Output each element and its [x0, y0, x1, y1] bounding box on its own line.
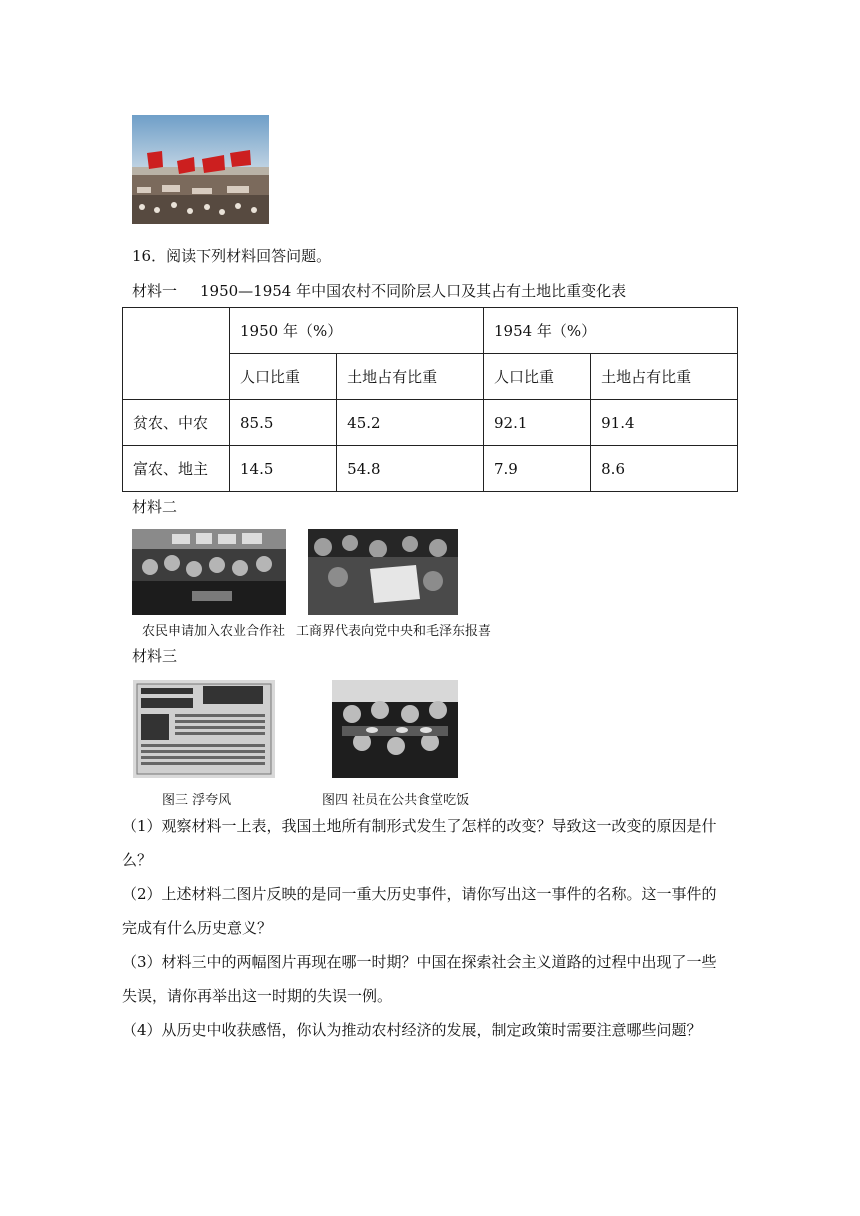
communal-canteen-photo — [332, 680, 458, 778]
material1-title: 1950—1954 年中国农村不同阶层人口及其占有土地比重变化表 — [200, 282, 627, 300]
land-ownership-table — [122, 307, 738, 492]
material3-caption-1: 图三 浮夸风 — [162, 793, 232, 808]
row-label: 贫农、中农 — [123, 400, 230, 446]
table-cell: 85.5 — [230, 400, 337, 446]
year-header-1950: 1950 年（%） — [230, 308, 484, 354]
row-label: 富农、地主 — [123, 446, 230, 492]
table-cell: 91.4 — [591, 400, 738, 446]
sub-question-2-cont: 完成有什么历史意义？ — [122, 919, 273, 937]
table-cell: 92.1 — [483, 400, 590, 446]
table-cell: 54.8 — [337, 446, 484, 492]
business-representatives-photo — [308, 529, 458, 615]
table-row — [123, 446, 738, 492]
material3-label: 材料三 — [132, 647, 178, 665]
sub-question-2: （2）上述材料二图片反映的是同一重大历史事件，请你写出这一事件的名称。这一事件的 — [122, 885, 717, 903]
sub-question-1: （1）观察材料一上表，我国土地所有制形式发生了怎样的改变？导致这一改变的原因是什 — [122, 817, 717, 835]
material2-caption-2: 工商界代表向党中央和毛泽东报喜 — [296, 624, 492, 639]
table-row — [123, 400, 738, 446]
year-header-1954: 1954 年（%） — [483, 308, 737, 354]
sub-question-1-cont: 么？ — [122, 851, 153, 869]
sub-question-4: （4）从历史中收获感悟，你认为推动农村经济的发展，制定政策时需要注意哪些问题？ — [122, 1021, 702, 1039]
sub-question-3: （3）材料三中的两幅图片再现在哪一时期？中国在探索社会主义道路的过程中出现了一些 — [122, 953, 717, 971]
sub-header: 土地占有比重 — [591, 354, 738, 400]
farmers-cooperative-photo — [132, 529, 286, 615]
sub-header: 人口比重 — [483, 354, 590, 400]
material1-label: 材料一 — [132, 282, 178, 300]
material2-caption-1: 农民申请加入农业合作社 — [142, 624, 286, 639]
parade-photo — [132, 115, 269, 224]
sub-header: 人口比重 — [230, 354, 337, 400]
sub-header: 土地占有比重 — [337, 354, 484, 400]
material2-label: 材料二 — [132, 498, 178, 516]
table-cell: 8.6 — [591, 446, 738, 492]
question-heading: 16．阅读下列材料回答问题。 — [132, 247, 332, 265]
sub-question-3-cont: 失误，请你再举出这一时期的失误一例。 — [122, 987, 393, 1005]
table-cell: 7.9 — [483, 446, 590, 492]
table-cell: 45.2 — [337, 400, 484, 446]
material3-caption-2: 图四 社员在公共食堂吃饭 — [322, 793, 470, 808]
table-corner-cell — [123, 308, 230, 400]
table-cell: 14.5 — [230, 446, 337, 492]
newspaper-photo — [133, 680, 275, 778]
